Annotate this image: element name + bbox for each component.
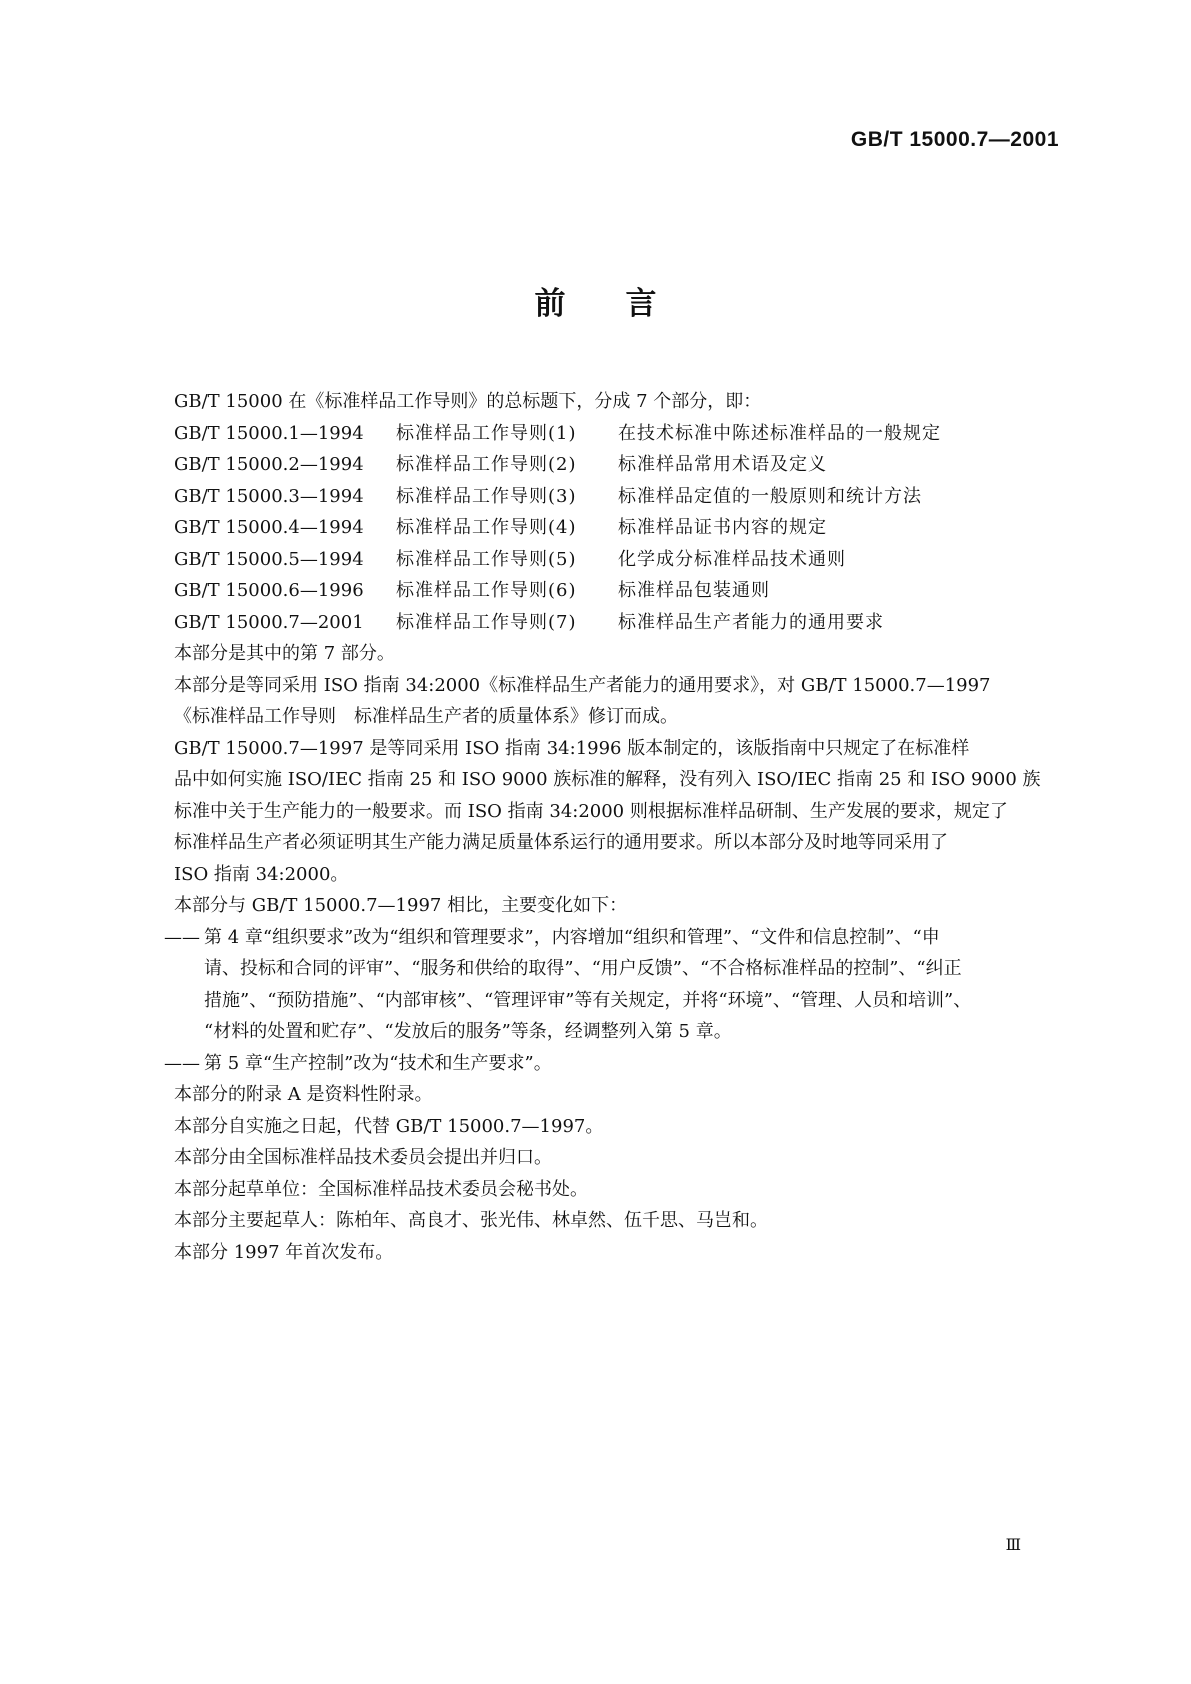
part-name: 在技术标准中陈述标准样品的一般规定 xyxy=(618,422,941,444)
change-line: 请、投标和合同的评审”、“服务和供给的取得”、“用户反馈”、“不合格标准样品的控制”、“纠正 xyxy=(204,958,962,979)
page-title: 前言 xyxy=(534,286,717,322)
closing-notes xyxy=(174,1079,1056,1268)
dash-marker: —— xyxy=(164,1052,200,1074)
part-note: 本部分是其中的第 7 部分。 xyxy=(174,643,395,664)
part-name: 标准样品常用术语及定义 xyxy=(618,454,827,475)
document-body xyxy=(164,386,1056,1268)
adoption-paragraph xyxy=(174,670,1056,733)
page-number: Ⅲ xyxy=(1005,1535,1021,1554)
part-code: GB/T 15000.5—1994 xyxy=(174,548,364,570)
closing-line: 本部分由全国标准样品技术委员会提出并归口。 xyxy=(174,1147,552,1168)
part-code: GB/T 15000.1—1994 xyxy=(174,422,364,444)
change-item xyxy=(164,1048,1056,1080)
part-series: 标准样品工作导则(7) xyxy=(396,611,577,633)
part-code: GB/T 15000.4—1994 xyxy=(174,517,364,538)
part-name: 标准样品生产者能力的通用要求 xyxy=(618,611,884,633)
paragraph-line: 标准中关于生产能力的一般要求。而 ISO 指南 34:2000 则根据标准样品研制、生产发展的要求，规定了 xyxy=(174,800,1008,822)
dash-marker: —— xyxy=(164,926,200,948)
list-item xyxy=(174,512,1056,544)
part-code: GB/T 15000.3—1994 xyxy=(174,485,364,507)
intro-line: GB/T 15000 在《标准样品工作导则》的总标题下，分成 7 个部分，即： xyxy=(174,391,762,412)
closing-line: 本部分 1997 年首次发布。 xyxy=(174,1241,394,1263)
part-code: GB/T 15000.6—1996 xyxy=(174,580,364,601)
paragraph-line: ISO 指南 34:2000。 xyxy=(174,863,349,885)
closing-line: 本部分自实施之日起，代替 GB/T 15000.7—1997。 xyxy=(174,1115,604,1137)
change-line: 措施”、“预防措施”、“内部审核”、“管理评审”等有关规定，并将“环境”、“管理、人员和培训”、 xyxy=(204,989,972,1011)
change-line: “材料的处置和贮存”、“发放后的服务”等条，经调整列入第 5 章。 xyxy=(204,1021,732,1042)
part-name: 标准样品包装通则 xyxy=(618,580,770,601)
paragraph-line: 本部分是等同采用 ISO 指南 34:2000《标准样品生产者能力的通用要求》，对 GB/T 15000.7—1997 xyxy=(174,674,991,696)
list-item xyxy=(174,544,1056,576)
part-series: 标准样品工作导则(4) xyxy=(396,517,577,538)
list-item xyxy=(174,607,1056,639)
part-name: 标准样品定值的一般原则和统计方法 xyxy=(618,485,922,507)
part-name: 标准样品证书内容的规定 xyxy=(618,517,827,538)
closing-line: 本部分起草单位：全国标准样品技术委员会秘书处。 xyxy=(174,1178,588,1200)
part-series: 标准样品工作导则(6) xyxy=(396,580,577,601)
change-item xyxy=(164,922,1056,1048)
closing-line: 本部分主要起草人：陈柏年、高良才、张光伟、林卓然、伍千思、马岂和。 xyxy=(174,1210,768,1231)
list-item xyxy=(174,449,1056,481)
part-series: 标准样品工作导则(1) xyxy=(396,422,577,444)
part-series: 标准样品工作导则(2) xyxy=(396,454,577,475)
parts-list xyxy=(174,418,1056,639)
list-item xyxy=(174,418,1056,450)
standard-number: GB/T 15000.7—2001 xyxy=(850,128,1059,151)
list-item xyxy=(174,575,1056,607)
list-item xyxy=(174,481,1056,513)
history-paragraph xyxy=(174,733,1056,891)
paragraph-line: 《标准样品工作导则 标准样品生产者的质量体系》修订而成。 xyxy=(174,706,678,727)
closing-line: 本部分的附录 A 是资料性附录。 xyxy=(174,1084,433,1105)
changes-intro: 本部分与 GB/T 15000.7—1997 相比，主要变化如下： xyxy=(174,895,628,916)
paragraph-line: 品中如何实施 ISO/IEC 指南 25 和 ISO 9000 族标准的解释，没有列入 ISO/IEC 指南 25 和 ISO 9000 族 xyxy=(174,769,1041,790)
part-series: 标准样品工作导则(5) xyxy=(396,548,577,570)
part-code: GB/T 15000.2—1994 xyxy=(174,454,364,475)
change-line: 第 4 章“组织要求”改为“组织和管理要求”，内容增加“组织和管理”、“文件和信息控制”、“申 xyxy=(204,926,940,948)
paragraph-line: GB/T 15000.7—1997 是等同采用 ISO 指南 34:1996 版本制定的，该版指南中只规定了在标准样 xyxy=(174,737,970,759)
change-line: 第 5 章“生产控制”改为“技术和生产要求”。 xyxy=(204,1052,552,1074)
part-name: 化学成分标准样品技术通则 xyxy=(618,548,846,570)
changes-list xyxy=(164,922,1056,1080)
paragraph-line: 标准样品生产者必须证明其生产能力满足质量体系运行的通用要求。所以本部分及时地等同采用了 xyxy=(174,832,948,853)
part-code: GB/T 15000.7—2001 xyxy=(174,611,364,633)
part-series: 标准样品工作导则(3) xyxy=(396,485,577,507)
